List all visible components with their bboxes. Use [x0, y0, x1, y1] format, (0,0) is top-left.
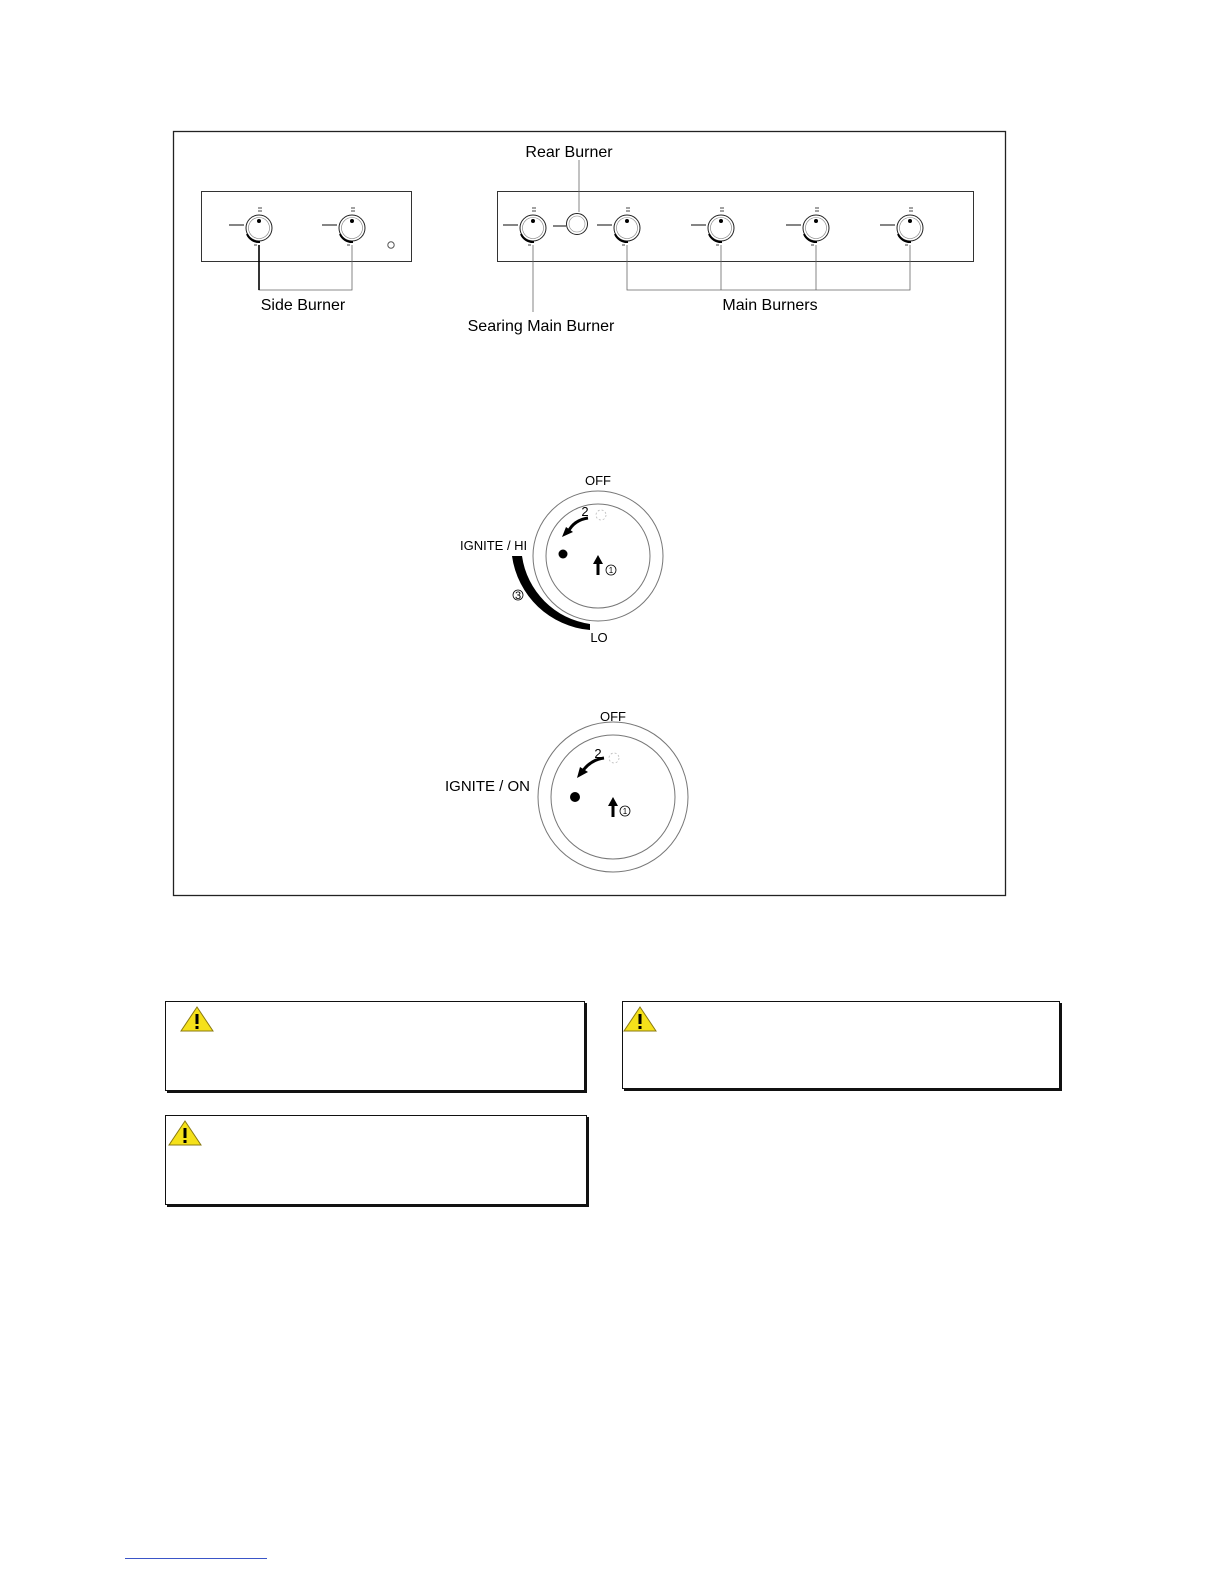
footer-link-underline[interactable] — [125, 1558, 267, 1559]
leader-lines — [259, 160, 910, 312]
side-burner-label: Side Burner — [260, 297, 346, 314]
warning-icon — [180, 1006, 214, 1032]
step-1-marker: 1 — [608, 566, 614, 575]
igniter-button — [388, 242, 394, 248]
lo-label: LO — [590, 630, 608, 645]
ignite-hi-label: IGNITE / HI — [460, 538, 528, 553]
step-1-marker: 1 — [622, 807, 628, 816]
off-label: OFF — [600, 709, 626, 724]
rear-burner-knob — [567, 214, 588, 235]
main-burner-knob-4 — [880, 208, 923, 245]
diagram-frame — [174, 132, 1006, 896]
rear-burner-label: Rear Burner — [525, 144, 613, 161]
knob-hi-diagram — [460, 473, 663, 645]
side-burner-knob-2 — [322, 208, 365, 245]
warning-box-1 — [165, 1001, 585, 1091]
knob-on-diagram — [445, 709, 688, 872]
rotate-arrow — [568, 518, 588, 532]
knob-pointer-dot — [559, 550, 568, 559]
main-grill-panel — [498, 192, 974, 262]
warning-icon — [168, 1120, 202, 1146]
step-2-marker: 2 — [594, 746, 602, 761]
main-burner-knob-1 — [597, 208, 640, 245]
side-burner-panel — [202, 192, 412, 262]
warning-icon — [623, 1006, 657, 1032]
side-burner-knob-1 — [229, 208, 272, 245]
hi-lo-range-arc — [512, 556, 590, 630]
warning-box-2 — [622, 1001, 1060, 1089]
searing-main-burner-label: Searing Main Burner — [467, 318, 615, 335]
searing-burner-knob — [503, 208, 546, 245]
off-label: OFF — [585, 473, 611, 488]
warning-box-3 — [165, 1115, 587, 1205]
main-burner-knob-2 — [691, 208, 734, 245]
ignite-on-label: IGNITE / ON — [445, 778, 531, 795]
step-2-marker: 2 — [581, 504, 589, 519]
knob-pointer-dot — [570, 792, 580, 802]
main-burner-knob-3 — [786, 208, 829, 245]
step-3-marker: 3 — [514, 590, 522, 602]
main-burners-label: Main Burners — [722, 297, 818, 314]
